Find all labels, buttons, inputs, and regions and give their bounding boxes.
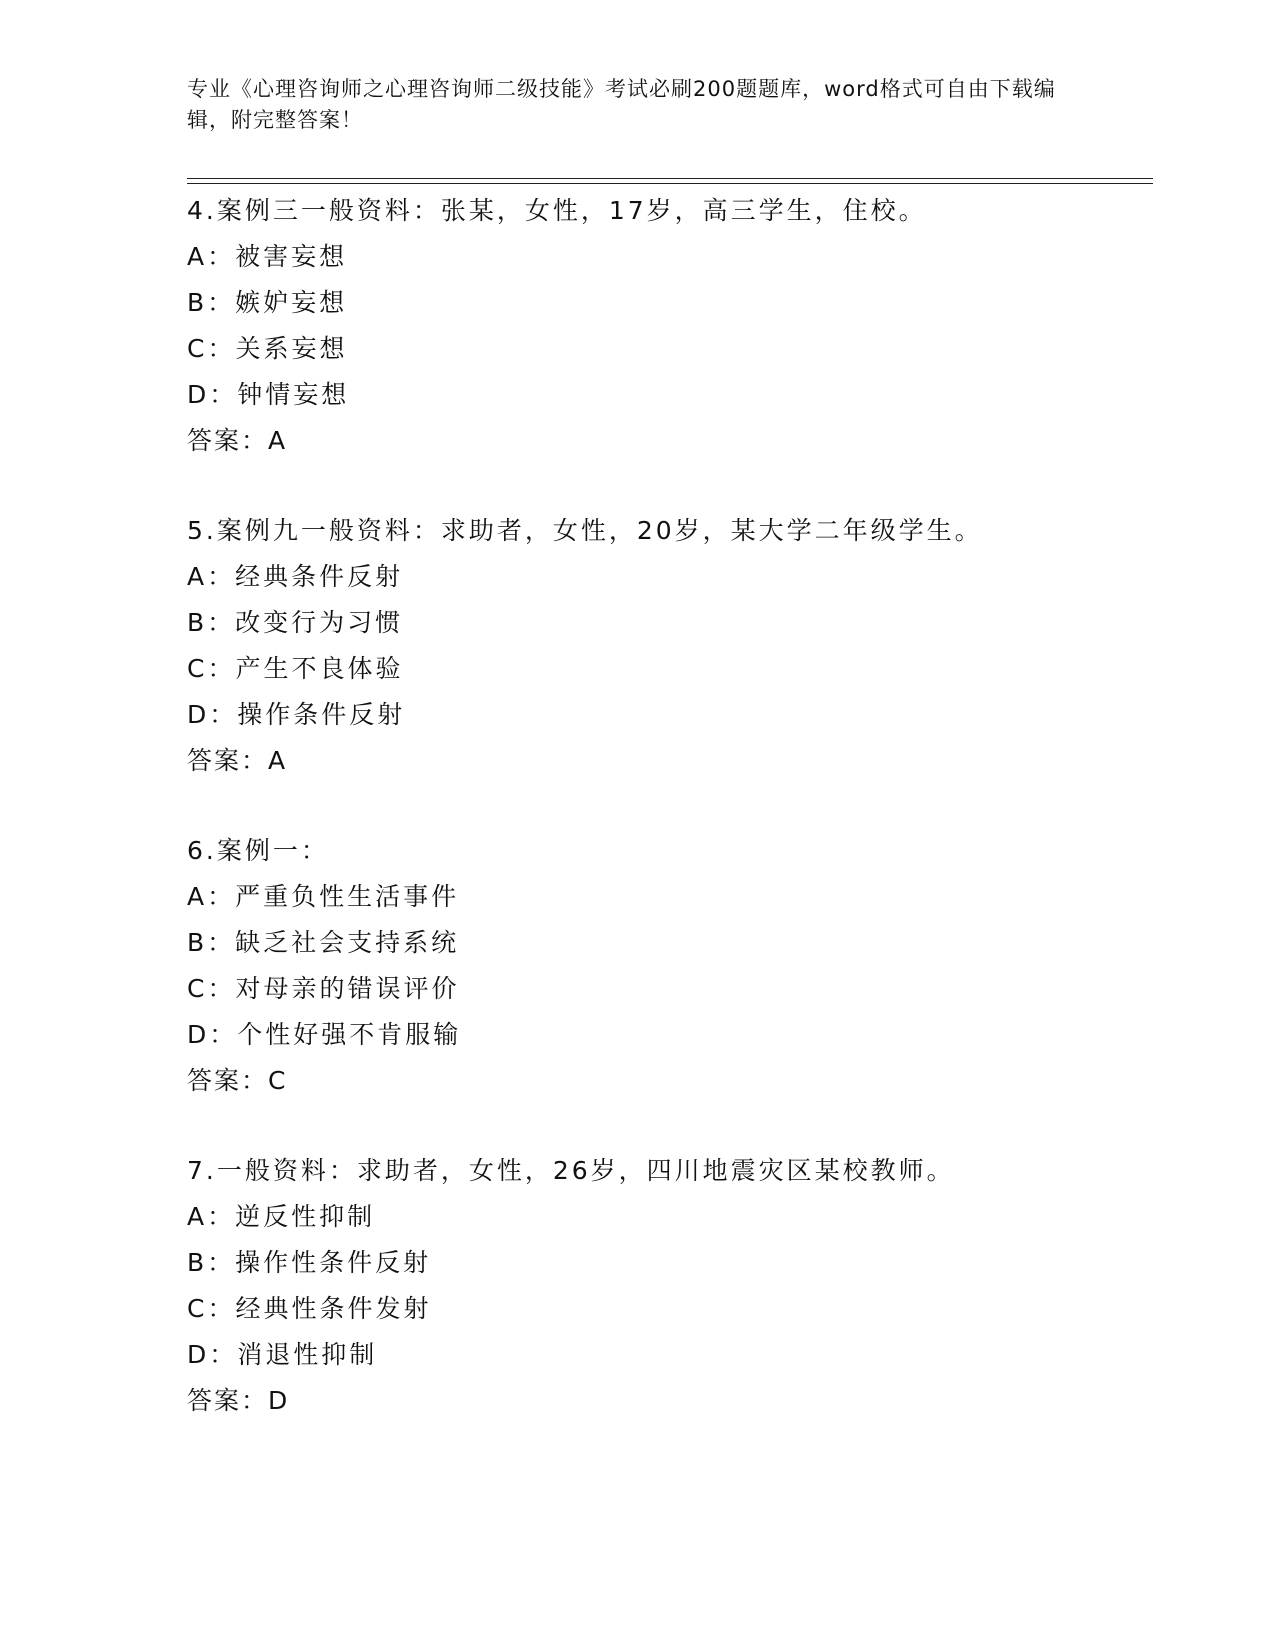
option-d: D：消退性抑制 — [187, 1340, 378, 1369]
option-b: B：缺乏社会支持系统 — [187, 928, 460, 957]
option-a: A：逆反性抑制 — [187, 1202, 376, 1231]
answer-text: 答案：A — [187, 746, 288, 775]
option-a: A：严重负性生活事件 — [187, 882, 460, 911]
question-stem: 4.案例三一般资料：张某，女性，17岁，高三学生，住校。 — [187, 196, 927, 225]
option-c: C：关系妄想 — [187, 334, 348, 363]
answer-text: 答案：C — [187, 1066, 288, 1095]
answer-text: 答案：A — [187, 426, 288, 455]
question-block — [187, 508, 1147, 784]
option-c: C：对母亲的错误评价 — [187, 974, 460, 1003]
question-stem: 6.案例一： — [187, 836, 329, 865]
option-a: A：经典条件反射 — [187, 562, 404, 591]
question-stem: 5.案例九一般资料：求助者，女性，20岁，某大学二年级学生。 — [187, 516, 983, 545]
question-block — [187, 188, 1147, 464]
option-a: A：被害妄想 — [187, 242, 348, 271]
question-stem: 7.一般资料：求助者，女性，26岁，四川地震灾区某校教师。 — [187, 1156, 955, 1185]
option-d: D：钟情妄想 — [187, 380, 350, 409]
answer-text: 答案：D — [187, 1386, 290, 1415]
question-block — [187, 1148, 1147, 1424]
document-header: 专业《心理咨询师之心理咨询师二级技能》考试必刷200题题库，word格式可自由下载编辑，附完整答案！ — [187, 77, 1056, 132]
option-c: C：经典性条件发射 — [187, 1294, 432, 1323]
option-d: D：操作条件反射 — [187, 700, 406, 729]
question-block — [187, 828, 1147, 1104]
option-b: B：操作性条件反射 — [187, 1248, 432, 1277]
option-b: B：嫉妒妄想 — [187, 288, 348, 317]
option-c: C：产生不良体验 — [187, 654, 404, 683]
header-divider-top — [187, 178, 1153, 179]
option-b: B：改变行为习惯 — [187, 608, 404, 637]
header-divider-bottom — [187, 183, 1153, 184]
option-d: D：个性好强不肯服输 — [187, 1020, 462, 1049]
